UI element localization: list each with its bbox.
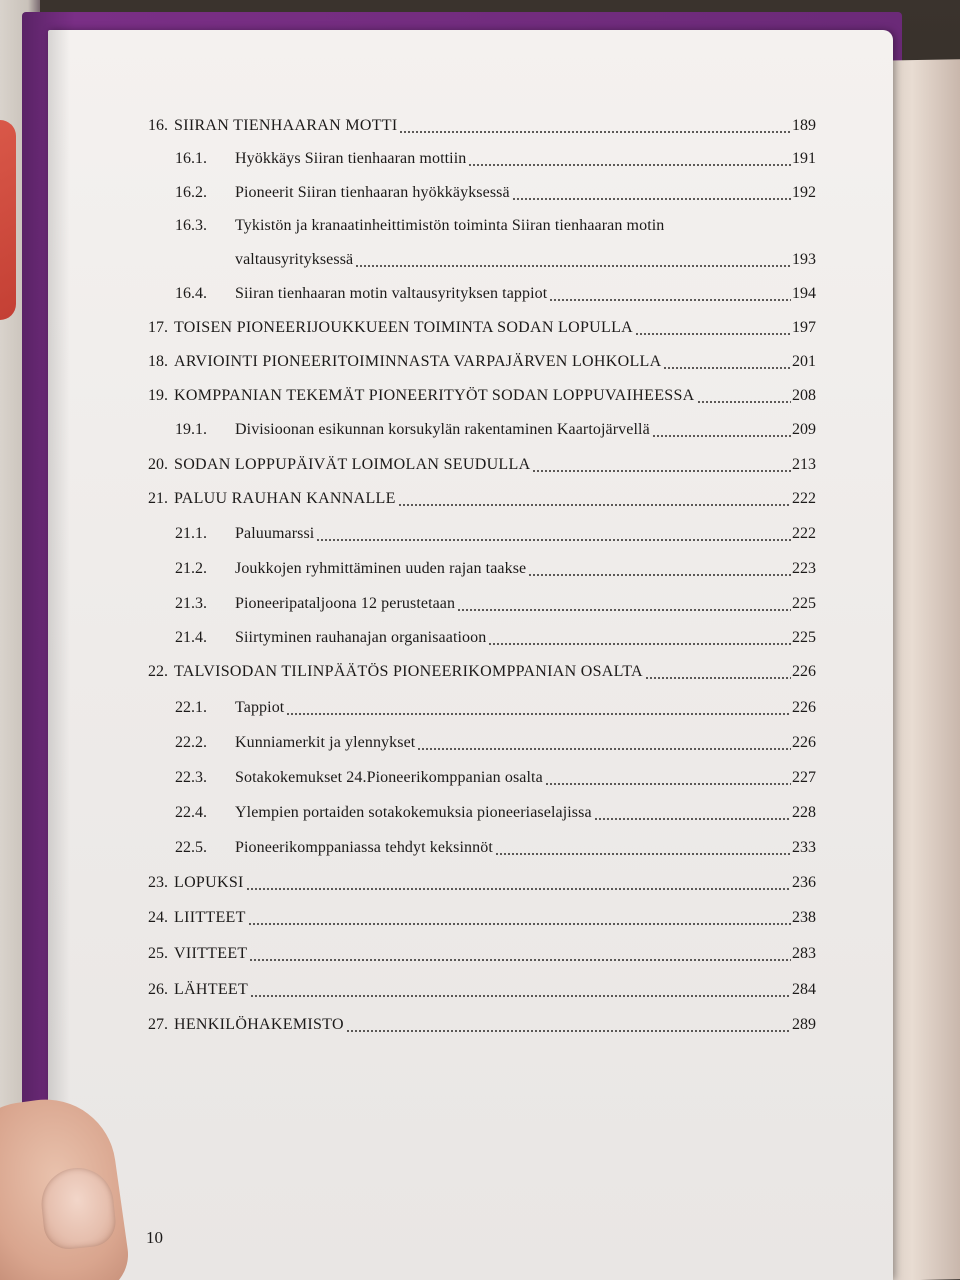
dot-leader: [468, 164, 791, 166]
toc-entry-number: 23.: [148, 874, 168, 891]
toc-entry-title: Ylempien portaiden sotakokemuksia pioneeriaselajissa: [235, 804, 592, 821]
toc-entry-title: Kunniamerkit ja ylennykset: [235, 734, 416, 751]
toc-entry-page: 197: [792, 319, 816, 336]
toc-entry: [175, 838, 816, 858]
toc-entry-page: 222: [792, 525, 816, 542]
dot-leader: [399, 131, 791, 133]
toc-entry: [148, 318, 816, 338]
toc-entry-number: 21.3.: [175, 595, 207, 612]
toc-entry-page: 283: [792, 945, 816, 962]
toc-entry-number: 21.4.: [175, 629, 207, 646]
toc-entry-page: 208: [792, 387, 816, 404]
dot-leader: [545, 783, 791, 785]
toc-entry-title: LÄHTEET: [174, 981, 249, 998]
dot-leader: [248, 923, 791, 925]
toc-entry: [148, 662, 816, 682]
toc-entry-title: SIIRAN TIENHAARAN MOTTI: [174, 117, 398, 134]
toc-entry-page: 213: [792, 456, 816, 473]
toc-entry: [175, 183, 816, 203]
toc-entry-title: Tykistön ja kranaatinheittimistön toiminta Siiran tienhaaran motin: [235, 217, 665, 234]
toc-entry-title: Siiran tienhaaran motin valtausyrityksen tappiot: [235, 285, 548, 302]
toc-entry: [175, 594, 816, 614]
toc-entry-page: 189: [792, 117, 816, 134]
toc-entry-title: Joukkojen ryhmittäminen uuden rajan taakse: [235, 560, 527, 577]
toc-entry-page: 233: [792, 839, 816, 856]
toc-entry: [175, 733, 816, 753]
toc-entry-title: SODAN LOPPUPÄIVÄT LOIMOLAN SEUDULLA: [174, 456, 531, 473]
page-number: 10: [146, 1228, 163, 1247]
toc-entry-title: ARVIOINTI PIONEERITOIMINNASTA VARPAJÄRVEN LOHKOLLA: [174, 353, 662, 370]
toc-entry-page: 226: [792, 699, 816, 716]
toc-entry-title: Pioneerit Siiran tienhaaran hyökkäyksessä: [235, 184, 510, 201]
toc-entry-number: 18.: [148, 353, 168, 370]
toc-entry-number: 22.5.: [175, 839, 207, 856]
dot-leader: [663, 367, 791, 369]
toc-entry-number: 16.3.: [175, 217, 207, 234]
toc-entry: [148, 489, 816, 509]
toc-entry-title: Sotakokemukset 24.Pioneerikomppanian osalta: [235, 769, 543, 786]
dot-leader: [398, 504, 791, 506]
toc-entry-number: 22.4.: [175, 804, 207, 821]
dot-leader: [549, 299, 791, 301]
toc-entry-page: 191: [792, 150, 816, 167]
toc-entry-page: 222: [792, 490, 816, 507]
toc-entry-number: 22.3.: [175, 769, 207, 786]
toc-entry: [175, 216, 816, 236]
toc-entry-number: 27.: [148, 1016, 168, 1033]
toc-entry-number: 22.1.: [175, 699, 207, 716]
dot-leader: [652, 435, 791, 437]
toc-entry-page: 225: [792, 595, 816, 612]
toc-entry: [175, 524, 816, 544]
toc-entry-title: PALUU RAUHAN KANNALLE: [174, 490, 396, 507]
toc-entry-page: 192: [792, 184, 816, 201]
toc-entry-number: 17.: [148, 319, 168, 336]
toc-entry-number: 26.: [148, 981, 168, 998]
toc-entry: [175, 628, 816, 648]
toc-entry-number: 16.4.: [175, 285, 207, 302]
toc-entry-page: 225: [792, 629, 816, 646]
toc-entry-number: 24.: [148, 909, 168, 926]
toc-entry-number: 16.: [148, 117, 168, 134]
toc-entry: [175, 559, 816, 579]
dot-leader: [635, 333, 791, 335]
dot-leader: [532, 470, 791, 472]
toc-entry-page: 226: [792, 663, 816, 680]
toc-entry-page: 223: [792, 560, 816, 577]
toc-entry-page: 236: [792, 874, 816, 891]
toc-entry-number: 22.: [148, 663, 168, 680]
dot-leader: [249, 959, 791, 961]
toc-entry: [148, 386, 816, 406]
toc-entry-title: Divisioonan esikunnan korsukylän rakentaminen Kaartojärvellä: [235, 421, 650, 438]
toc-entry: [148, 116, 816, 136]
toc-entry: [175, 803, 816, 823]
toc-entry: [148, 944, 816, 964]
toc-entry-number: 19.: [148, 387, 168, 404]
toc-entry: [148, 873, 816, 893]
toc-entry: [148, 352, 816, 372]
toc-entry: [175, 768, 816, 788]
dot-leader: [250, 995, 791, 997]
toc-entry-title: Tappiot: [235, 699, 285, 716]
dot-leader: [355, 265, 791, 267]
toc-entry-title: LOPUKSI: [174, 874, 244, 891]
toc-entry-number: 22.2.: [175, 734, 207, 751]
toc-entry-page: 238: [792, 909, 816, 926]
toc-entry-page: 209: [792, 421, 816, 438]
toc-entry-continuation: [235, 250, 816, 270]
toc-entry-title: Hyökkäys Siiran tienhaaran mottiin: [235, 150, 467, 167]
dot-leader: [417, 748, 791, 750]
toc-entry: [175, 698, 816, 718]
dot-leader: [286, 713, 791, 715]
toc-entry-title: KOMPPANIAN TEKEMÄT PIONEERITYÖT SODAN LOPPUVAIHEESSA: [174, 387, 695, 404]
toc-entry-page: 194: [792, 285, 816, 302]
toc-entry-title: Siirtyminen rauhanajan organisaatioon: [235, 629, 487, 646]
dot-leader: [697, 401, 791, 403]
toc-entry-page: 201: [792, 353, 816, 370]
toc-entry-title: HENKILÖHAKEMISTO: [174, 1016, 344, 1033]
dot-leader: [457, 609, 791, 611]
toc-entry: [175, 420, 816, 440]
toc-entry-title: LIITTEET: [174, 909, 246, 926]
toc-entry-number: 16.2.: [175, 184, 207, 201]
toc-entry: [148, 908, 816, 928]
dot-leader: [346, 1030, 791, 1032]
toc-entry-number: 21.2.: [175, 560, 207, 577]
toc-entry-page: 228: [792, 804, 816, 821]
toc-entry: [175, 149, 816, 169]
dot-leader: [495, 853, 791, 855]
toc-entry-page: 289: [792, 1016, 816, 1033]
toc-entry-title: TOISEN PIONEERIJOUKKUEEN TOIMINTA SODAN LOPULLA: [174, 319, 634, 336]
toc-entry-number: 20.: [148, 456, 168, 473]
toc-entry-title-continuation: valtausyrityksessä: [235, 251, 354, 268]
toc-entry-page: 284: [792, 981, 816, 998]
toc-entry: [175, 284, 816, 304]
toc-entry-number: 16.1.: [175, 150, 207, 167]
toc-entry-page: 193: [792, 251, 816, 268]
toc-entry-title: TALVISODAN TILINPÄÄTÖS PIONEERIKOMPPANIAN OSALTA: [174, 663, 643, 680]
toc-entry-title: Pioneerikomppaniassa tehdyt keksinnöt: [235, 839, 493, 856]
dot-leader: [246, 888, 791, 890]
dot-leader: [594, 818, 791, 820]
toc-entry: [148, 1015, 816, 1035]
toc-entry-page: 227: [792, 769, 816, 786]
toc-entry-title: Paluumarssi: [235, 525, 315, 542]
toc-entry-number: 21.1.: [175, 525, 207, 542]
dot-leader: [488, 643, 791, 645]
toc-entry-number: 21.: [148, 490, 168, 507]
toc-entry-number: 25.: [148, 945, 168, 962]
toc-entry-number: 19.1.: [175, 421, 207, 438]
dot-leader: [512, 198, 791, 200]
toc-entry-page: 226: [792, 734, 816, 751]
dot-leader: [316, 539, 791, 541]
toc-entry-title: Pioneeripataljoona 12 perustetaan: [235, 595, 456, 612]
dot-leader: [528, 574, 791, 576]
toc-entry: [148, 455, 816, 475]
dot-leader: [645, 677, 791, 679]
toc-entry: [148, 980, 816, 1000]
toc-entry-title: VIITTEET: [174, 945, 248, 962]
